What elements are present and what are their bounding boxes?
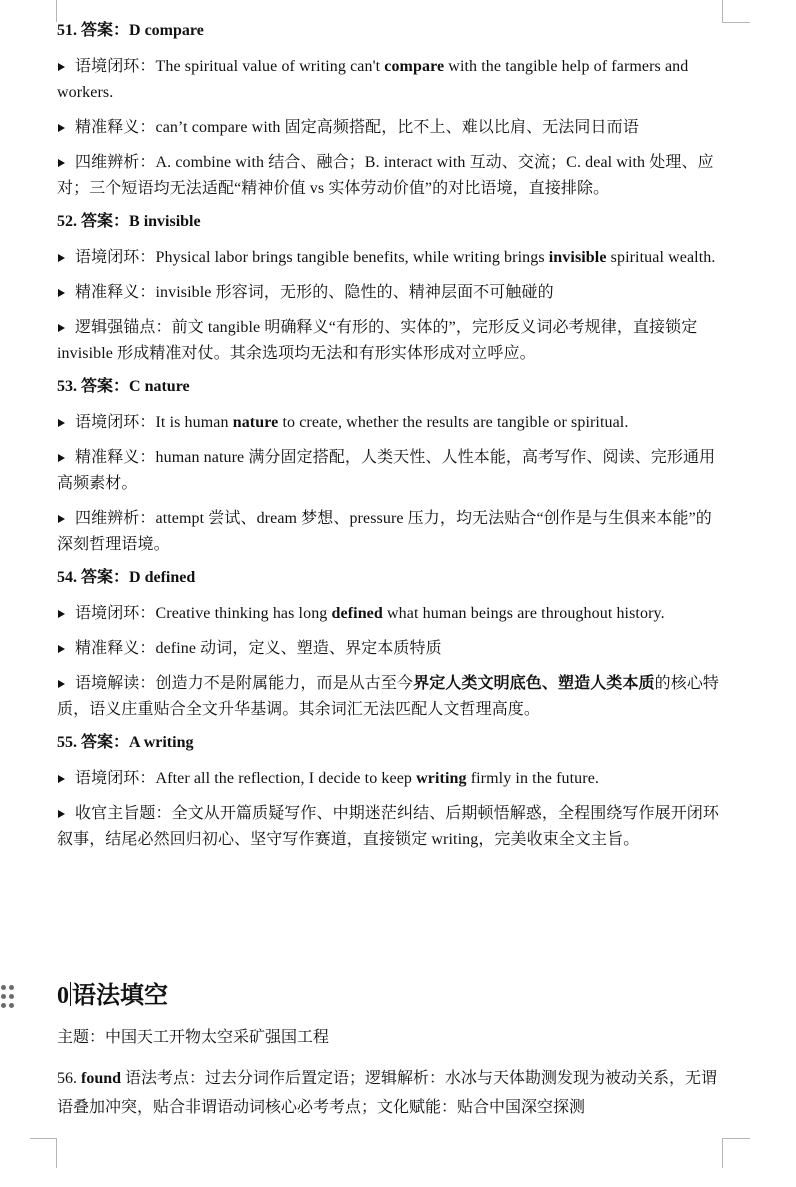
bullet-text: 四维辨析：attempt 尝试、dream 梦想、pressure 压力，均无法贴合“创作是与生俱来本能”的深刻哲理语境。 (57, 510, 712, 553)
bullet-text: 语境闭环：Physical labor brings tangible benefits, while writing brings (75, 249, 549, 266)
bullet-item (57, 410, 727, 436)
crop-mark-bottom-left-v (56, 1138, 57, 1168)
text-cursor (70, 982, 71, 1006)
answer-heading (57, 567, 727, 589)
triangle-bullet-icon (58, 610, 65, 618)
bullet-item (57, 506, 727, 558)
bullet-item (57, 671, 727, 723)
answer-choice: A writing (129, 734, 194, 751)
bullet-text-tail: 的核心特质，语义庄重贴合全文升华基调。其余词汇无法匹配人文哲理高度。 (57, 675, 720, 718)
bullet-item (57, 601, 727, 627)
triangle-bullet-icon (58, 63, 65, 71)
answer-label: 答案： (81, 569, 130, 586)
answer-number: 51. (57, 22, 77, 39)
answer-heading (57, 20, 727, 42)
bullet-text: 精准释义：define 动词，定义、塑造、界定本质特质 (75, 640, 442, 657)
triangle-bullet-icon (58, 645, 65, 653)
bullet-text: 语境闭环：The spiritual value of writing can't (75, 58, 385, 75)
bullet-keyword: writing (416, 770, 467, 787)
question-56 (57, 1064, 727, 1122)
bullet-text: 语境解读：创造力不是附属能力，而是从古至今 (75, 675, 414, 692)
bullet-keyword: invisible (548, 249, 607, 266)
triangle-bullet-icon (58, 324, 65, 332)
bullet-text: 四维辨析：A. combine with 结合、融合；B. interact with 互动、交流；C. deal with 处理、应对；三个短语均无法适配“精神价值 vs 实体劳动价值”的对比语境，直接排除。 (57, 154, 714, 197)
section-heading[interactable] (57, 980, 168, 1012)
triangle-bullet-icon (58, 454, 65, 462)
bullet-item (57, 54, 727, 106)
bullet-text: 语境闭环：After all the reflection, I decide to keep (75, 770, 417, 787)
topic-line: 主题：中国天工开物太空采矿强国工程 (57, 1029, 330, 1046)
bullet-item (57, 315, 727, 367)
answer-label: 答案： (81, 378, 130, 395)
bullet-item (57, 280, 727, 306)
bullet-text-tail: firmly in the future. (466, 770, 599, 787)
answer-choice: B invisible (129, 213, 201, 230)
triangle-bullet-icon (58, 680, 65, 688)
answer-label: 答案： (81, 734, 130, 751)
answer-heading (57, 732, 727, 754)
bullet-item (57, 115, 727, 141)
bullet-text: 逻辑强锚点：前文 tangible 明确释义“有形的、实体的”，完形反义词必考规律，直接锁定 invisible 形成精准对仗。其余选项均无法和有形实体形成对立呼应。 (57, 319, 698, 362)
bullet-item (57, 801, 727, 853)
section-number: 0 (57, 983, 69, 1009)
bullet-item (57, 636, 727, 662)
answer-heading (57, 376, 727, 398)
bullet-text: 收官主旨题：全文从开篇质疑写作、中期迷茫纠结、后期顿悟解惑，全程围绕写作展开闭环叙事，结尾必然回归初心、坚守写作赛道，直接锁定 writing，完美收束全文主旨。 (57, 805, 720, 848)
bullet-item (57, 245, 727, 271)
bullet-keyword: compare (384, 58, 445, 75)
bullet-text-tail: spiritual wealth. (606, 249, 716, 266)
triangle-bullet-icon (58, 289, 65, 297)
answer-choice: D defined (129, 569, 196, 586)
answer-number: 55. (57, 734, 77, 751)
bullet-keyword: nature (232, 414, 279, 431)
bullet-text-tail: with the tangible help of farmers and workers. (57, 58, 689, 101)
triangle-bullet-icon (58, 159, 65, 167)
answer-number: 53. (57, 378, 77, 395)
answer-label: 答案： (81, 22, 130, 39)
bullet-text: 语境闭环：Creative thinking has long (75, 605, 332, 622)
triangle-bullet-icon (58, 515, 65, 523)
triangle-bullet-icon (58, 810, 65, 818)
bullet-keyword: defined (331, 605, 383, 622)
bullet-item (57, 445, 727, 497)
drag-handle-icon[interactable] (0, 985, 16, 1015)
question-text: 语法考点：过去分词作后置定语；逻辑解析：水冰与天体勘测发现为被动关系，无谓语叠加冲突，贴合非谓语动词核心必考考点；文化赋能：贴合中国深空探测 (57, 1070, 718, 1116)
answer-choice: D compare (129, 22, 204, 39)
answer-number: 52. (57, 213, 77, 230)
document-body (57, 18, 727, 862)
triangle-bullet-icon (58, 254, 65, 262)
crop-mark-bottom-right-h (722, 1138, 750, 1139)
crop-mark-bottom-left-h (30, 1138, 57, 1139)
bullet-text: 精准释义：can’t compare with 固定高频搭配，比不上、难以比肩、无法同日而语 (75, 119, 639, 136)
triangle-bullet-icon (58, 419, 65, 427)
bullet-text: 精准释义：human nature 满分固定搭配，人类天性、人性本能，高考写作、阅读、完形通用高频素材。 (57, 449, 716, 492)
bullet-text-tail: what human beings are throughout history. (382, 605, 665, 622)
answer-heading (57, 211, 727, 233)
question-keyword: found (81, 1070, 122, 1087)
bullet-text: 语境闭环：It is human (75, 414, 233, 431)
triangle-bullet-icon (58, 775, 65, 783)
answer-label: 答案： (81, 213, 130, 230)
section-title: 语法填空 (72, 983, 168, 1009)
bullet-text: 精准释义：invisible 形容词，无形的、隐性的、精神层面不可触碰的 (75, 284, 554, 301)
bullet-item (57, 766, 727, 792)
bullet-item (57, 150, 727, 202)
question-number: 56. (57, 1070, 77, 1087)
crop-mark-bottom-right-v (722, 1138, 723, 1168)
answer-number: 54. (57, 569, 77, 586)
triangle-bullet-icon (58, 124, 65, 132)
bullet-keyword: 界定人类文明底色、塑造人类本质 (413, 675, 655, 692)
bullet-text-tail: to create, whether the results are tangible or spiritual. (278, 414, 629, 431)
answer-choice: C nature (129, 378, 190, 395)
